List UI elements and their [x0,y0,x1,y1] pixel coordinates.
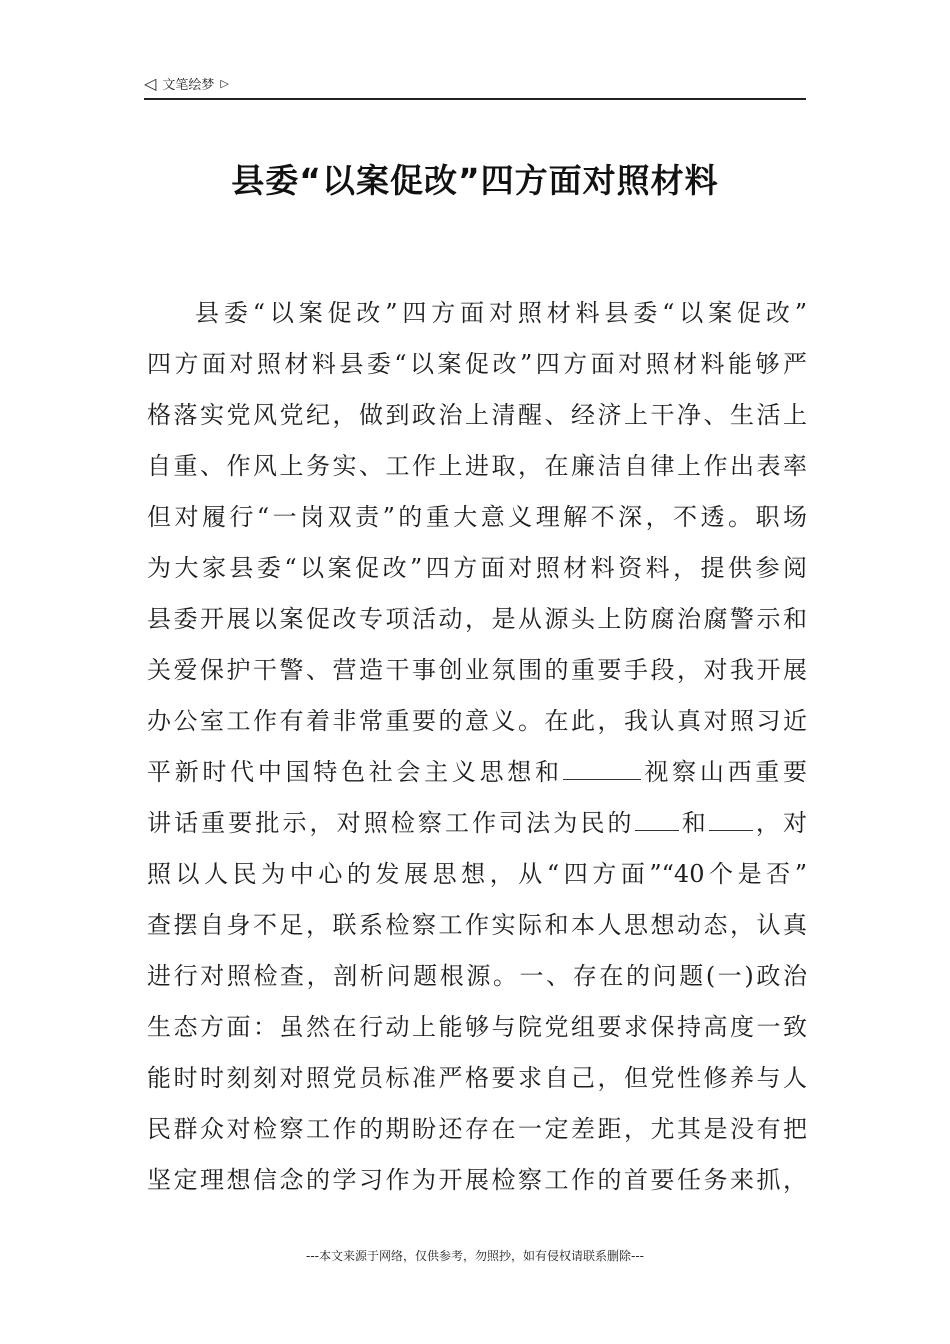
text-line: 但对履行“一岗双责”的重大意义理解不深，不透。职场 [147,503,807,531]
text-line: 自重、作风上务实、工作上进取，在廉洁自律上作出表率 [147,452,807,480]
text-line: 四方面对照材料县委“以案促改”四方面对照材料能够严 [147,350,807,378]
document-title: 县委“以案促改”四方面对照材料 [231,161,719,200]
text-line: 坚定理想信念的学习作为开展检察工作的首要任务来抓， [147,1166,807,1194]
text-segment: 视察山西重要 [640,758,808,786]
fill-blank [563,751,641,780]
text-segment: 讲话重要批示，对照检察工作司法为民的 [147,809,635,837]
text-line: 照以人民为中心的发展思想，从“四方面”“40个是否” [147,860,807,888]
text-line: 生态方面：虽然在行动上能够与院党组要求保持高度一致 [147,1013,807,1041]
text-line: 查摆自身不足，联系检察工作实际和本人思想动态，认真 [147,911,807,939]
text-line-with-blanks [147,798,807,849]
page-footer-disclaimer: ---本文来源于网络，仅供参考，勿照抄，如有侵权请联系删除--- [306,1249,644,1263]
text-line: 能时时刻刻对照党员标准严格要求自己，但党性修养与人 [147,1064,807,1092]
text-line: 为大家县委“以案促改”四方面对照材料资料，提供参阅 [147,554,807,582]
fill-blank [709,802,753,831]
text-segment: ，对 [752,809,808,837]
triangle-right-icon: ▷ [220,76,229,90]
document-body [147,288,807,1206]
fill-blank [635,802,679,831]
brand-name: 文笔绘梦 [162,78,215,93]
text-line: 办公室工作有着非常重要的意义。在此，我认真对照习近 [147,707,807,735]
text-line: 格落实党风党纪，做到政治上清醒、经济上干净、生活上 [147,401,807,429]
text-segment: 和 [678,809,709,837]
triangle-left-icon: ◁ [144,73,157,93]
text-line: 关爱保护干警、营造干事创业氛围的重要手段，对我开展 [147,656,807,684]
page-header [144,72,806,100]
text-line-with-blank [147,747,807,798]
text-line: 县委开展以案促改专项活动，是从源头上防腐治腐警示和 [147,605,807,633]
text-line: 进行对照检查，剖析问题根源。一、存在的问题(一)政治 [147,962,807,990]
text-line: 县委“以案促改”四方面对照材料县委“以案促改” [195,299,807,327]
header-brand [144,74,229,93]
text-segment: 平新时代中国特色社会主义思想和 [147,758,563,786]
text-line: 民群众对检察工作的期盼还存在一定差距，尤其是没有把 [147,1115,807,1143]
